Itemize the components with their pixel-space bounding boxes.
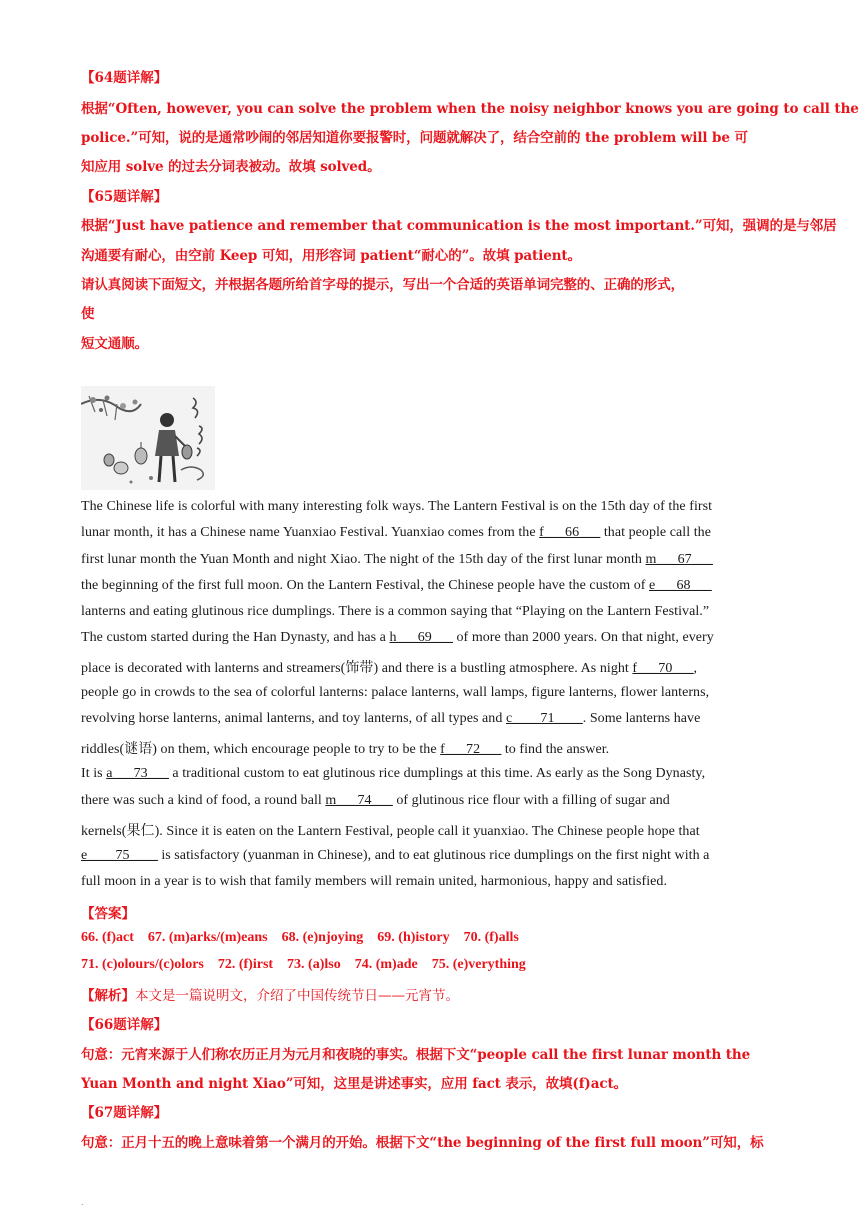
- q64-line-2: police.”可知，说的是通常吵闹的邻居知道你要报警时，问题就解决了，结合空前的 the problem will be 可: [81, 130, 748, 146]
- instruction-line-1: 请认真阅读下面短文，并根据各题所给首字母的提示，写出一个合适的英语单词完整的、正确的形式，: [81, 277, 684, 293]
- blank-66: f___66___: [539, 525, 601, 540]
- passage-p1-line-6: The custom started during the Han Dynasty, and has a h___69___ of more than 2000 years. On that night, every: [81, 630, 714, 645]
- passage-p1-line-4: the beginning of the first full moon. On the Lantern Festival, the Chinese people have the custom of e___68___: [81, 578, 712, 593]
- instruction-line-2: 使: [81, 306, 95, 322]
- passage-p2-line-2: there was such a kind of food, a round ball m___74___ of glutinous rice flour with a filling of sugar and: [81, 793, 670, 808]
- passage-p2-line-3: kernels(果仁). Since it is eaten on the Lantern Festival, people call it yuanxiao. The Chinese people hope that: [81, 824, 700, 839]
- passage-p1-line-5: lanterns and eating glutinous rice dumplings. There is a common saying that “Playing on the Lantern Festival.”: [81, 604, 710, 619]
- answer-row-1: 66. (f)act 67. (m)arks/(m)eans 68. (e)njoying 69. (h)istory 70. (f)alls: [81, 930, 519, 945]
- blank-67: m___67___: [645, 552, 713, 567]
- blank-75: e____75____: [81, 848, 158, 863]
- analysis-line: [81, 984, 459, 1004]
- q66-heading: 【66题详解】: [81, 1017, 168, 1033]
- answer-heading: 【答案】: [81, 906, 135, 922]
- instruction-line-3: 短文通顺。: [81, 336, 148, 352]
- passage-p2-line-4: e____75____ is satisfactory (yuanman in Chinese), and to eat glutinous rice dumplings on the first night with a: [81, 848, 710, 863]
- q64-heading: 【64题详解】: [81, 70, 168, 86]
- blank-68: e___68___: [649, 578, 712, 593]
- passage-p1-line-8: people go in crowds to the sea of colorful lanterns: palace lanterns, wall lamps, figure lanterns, flower lanterns,: [81, 685, 710, 700]
- lantern-festival-illustration: [81, 386, 215, 490]
- passage-p2-line-1: It is a___73___ a traditional custom to eat glutinous rice dumplings at this time. As early as the Song Dynasty,: [81, 766, 706, 781]
- passage-p2-line-5: full moon in a year is to wish that family members will remain united, harmonious, happy and satisfied.: [81, 874, 668, 889]
- passage-p1-line-2: lunar month, it has a Chinese name Yuanxiao Festival. Yuanxiao comes from the f___66___ that people call the: [81, 525, 711, 540]
- passage-p1-line-10: riddles(谜语) on them, which encourage people to try to be the f___72___ to find the answer.: [81, 742, 610, 757]
- q66-line-1: 句意：元宵来源于人们称农历正月为元月和夜晓的事实。根据下文“people call the first lunar month the: [81, 1047, 751, 1063]
- q65-heading: 【65题详解】: [81, 189, 168, 205]
- passage-p1-line-7: place is decorated with lanterns and streamers(饰带) and there is a bustling atmosphere. As night f___70___,: [81, 661, 698, 676]
- q66-line-2: Yuan Month and night Xiao”可知，这里是讲述事实，应用 fact 表示，故填(f)act。: [81, 1076, 628, 1092]
- blank-72: f___72___: [440, 742, 502, 757]
- q64-line-1: 根据“Often, however, you can solve the problem when the noisy neighbor knows you are going to call the: [81, 101, 859, 117]
- blank-69: h___69___: [389, 630, 453, 645]
- answer-row-2: 71. (c)olours/(c)olors 72. (f)irst 73. (a)lso 74. (m)ade 75. (e)verything: [81, 957, 526, 972]
- q65-line-2: 沟通要有耐心，由空前 Keep 可知，用形容词 patient“耐心的”。故填 patient。: [81, 248, 581, 264]
- analysis-label: 【解析】: [81, 988, 135, 1004]
- footer-dot: .: [81, 1198, 84, 1207]
- blank-74: m___74___: [325, 793, 393, 808]
- q67-line-1: 句意：正月十五的晚上意味着第一个满月的开始。根据下文“the beginning of the first full moon”可知，标: [81, 1135, 764, 1151]
- blank-70: f___70___: [632, 661, 694, 676]
- q67-heading: 【67题详解】: [81, 1105, 168, 1121]
- analysis-text: 本文是一篇说明文，介绍了中国传统节日——元宵节。: [135, 988, 459, 1004]
- blank-71: c____71____: [505, 711, 583, 726]
- passage-p1-line-1: The Chinese life is colorful with many interesting folk ways. The Lantern Festival is on the 15th day of the first: [81, 499, 713, 514]
- passage-p1-line-9: revolving horse lanterns, animal lanterns, and toy lanterns, of all types and c____71____. Some lanterns have: [81, 711, 701, 726]
- q65-line-1: 根据“Just have patience and remember that communication is the most important.”可知，强调的是与邻居: [81, 218, 837, 234]
- q64-line-3: 知应用 solve 的过去分词表被动。故填 solved。: [81, 159, 381, 175]
- passage-p1-line-3: first lunar month the Yuan Month and night Xiao. The night of the 15th day of the first lunar month m___67___: [81, 552, 713, 567]
- blank-73: a___73___: [106, 766, 169, 781]
